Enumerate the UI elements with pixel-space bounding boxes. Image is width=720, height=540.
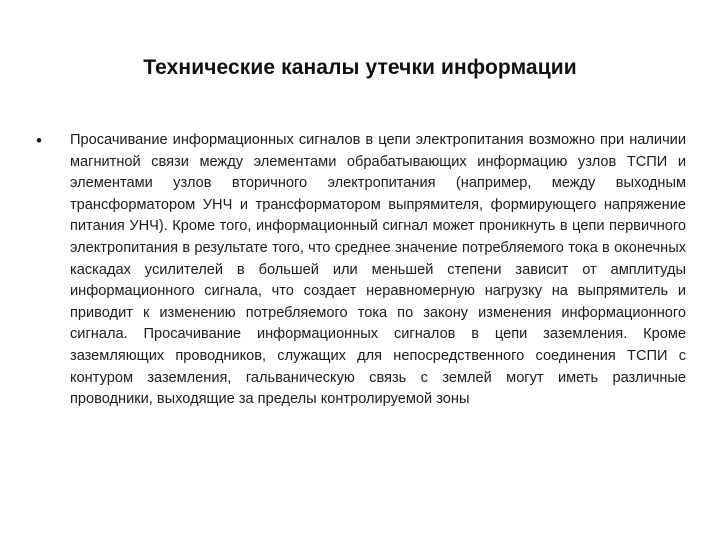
- slide-title: Технические каналы утечки информации: [143, 56, 577, 79]
- bullet-list: [36, 130, 686, 411]
- bullet-item: [36, 130, 686, 411]
- bullet-icon: •: [36, 131, 42, 150]
- bullet-text: Просачивание информационных сигналов в цепи электропитания возможно при наличии магнитной связи между элементами обрабатывающих информацию узлов ТСПИ и элементами узлов вторичного электропитания (например, между выходным трансформатором УНЧ и трансформатором выпрямителя, формирующего напряжение питания УНЧ). Кроме того, информационный сигнал может проникнуть в цепи первичного электропитания в результате того, что среднее значение потребляемого тока в оконечных каскадах усилителей в большей или меньшей степени зависит от амплитуды информационного сигнала, что создает неравномерную нагрузку на выпрямитель и приводит к изменению потребляемого тока по закону изменения информационного сигнала. Просачивание информационных сигналов в цепи заземления. Кроме заземляющих проводников, служащих для непосредственного соединения ТСПИ с контуром заземления, гальваническую связь с землей могут иметь различные проводники, выходящие за пределы контролируемой зоны: [70, 132, 686, 408]
